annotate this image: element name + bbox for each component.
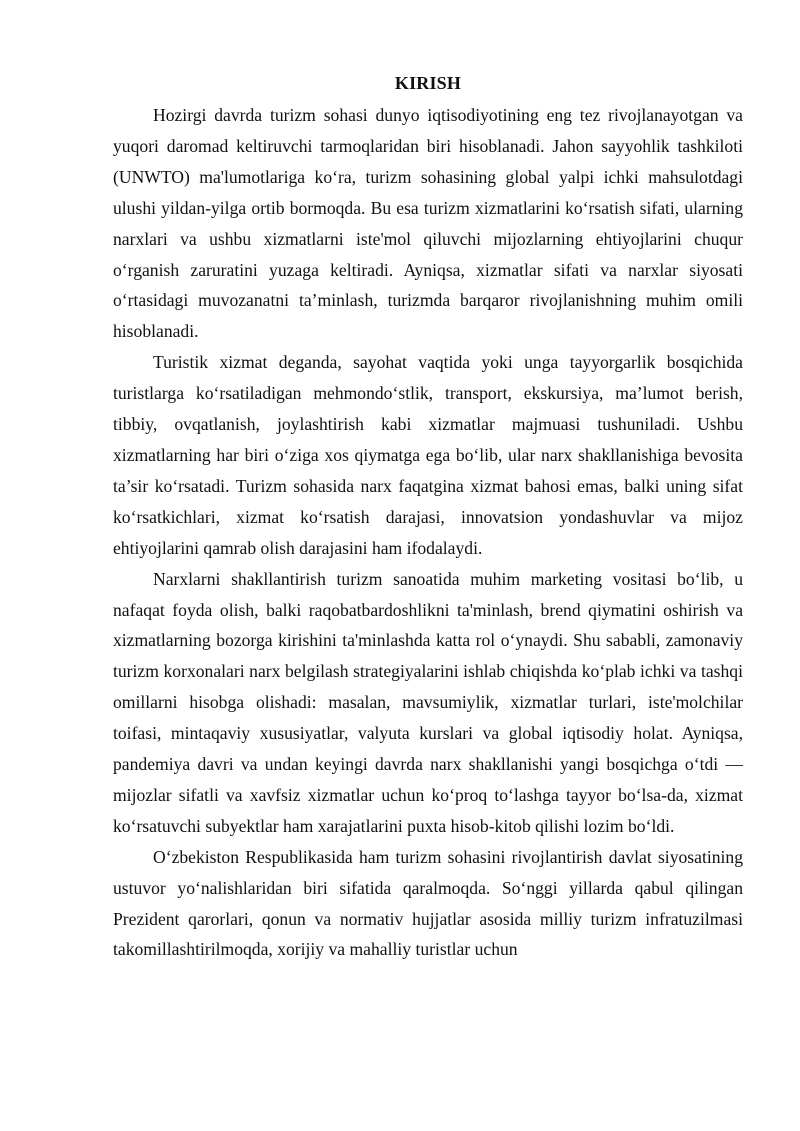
page-title: KIRISH xyxy=(394,73,462,93)
paragraph-1: Hozirgi davrda turizm sohasi dunyo iqtisodiyotining eng tez rivojlanayotgan va yuqori daromad keltiruvchi tarmoqlaridan biri hisoblanadi. Jahon sayyohlik tashkiloti (UNWTO) ma'lumotlariga ko‘ra, turizm sohasining global yalpi ichki mahsulotdagi ulushi yildan-yilga ortib bormoqda. Bu esa turizm xizmatlarini ko‘rsatish sifati, ularning narxlari va ushbu xizmatlarni iste'mol qiluvchi mijozlarning ehtiyojlarini chuqur o‘rganish zaruratini yuzaga keltiradi. Ayniqsa, xizmatlar sifati va narxlar siyosati o‘rtasidagi muvozanatni ta’minlash, turizmda barqaror rivojlanishning muhim omili hisoblanadi. xyxy=(113,105,743,342)
paragraph-3: Narxlarni shakllantirish turizm sanoatida muhim marketing vositasi bo‘lib, u nafaqat foyda olish, balki raqobatbardoshlikni ta'minlash, brend qiymatini oshirish va xizmatlarning bozorga kirishini ta'minlashda katta rol o‘ynaydi. Shu sababli, zamonaviy turizm korxonalari narx belgilash strategiyalarini ishlab chiqishda ko‘plab ichki va tashqi omillarni hisobga olishadi: masalan, mavsumiylik, xizmatlar turlari, iste'molchilar toifasi, mintaqaviy xususiyatlar, valyuta kurslari va global iqtisodiy holat. Ayniqsa, pandemiya davri va undan keyingi davrda narx shakllanishi yangi bosqichga o‘tdi — mijozlar sifatli va xavfsiz xizmatlar uchun ko‘proq to‘lashga tayyor bo‘lsa-da, xizmat ko‘rsatuvchi subyektlar ham xarajatlarini puxta hisob-kitob qilishi lozim bo‘ldi. xyxy=(113,568,743,836)
paragraph-2: Turistik xizmat deganda, sayohat vaqtida yoki unga tayyorgarlik bosqichida turistlarga ko‘rsatiladigan mehmondo‘stlik, transport, ekskursiya, ma’lumot berish, tibbiy, ovqatlanish, joylashtirish kabi xizmatlar majmuasi tushuniladi. Ushbu xizmatlarning har biri o‘ziga xos qiymatga ega bo‘lib, ular narx shakllanishiga bevosita ta’sir ko‘rsatadi. Turizm sohasida narx faqatgina xizmat bahosi emas, balki uning sifat ko‘rsatkichlari, xizmat ko‘rsatish darajasi, innovatsion yondashuvlar va mijoz ehtiyojlarini qamrab olish darajasini ham ifodalaydi. xyxy=(113,352,743,558)
paragraph-4: O‘zbekiston Respublikasida ham turizm sohasini rivojlantirish davlat siyosatining ustuvor yo‘nalishlaridan biri sifatida qaralmoqda. So‘nggi yillarda qabul qilingan Prezident qarorlari, qonun va normativ hujjatlar asosida milliy turizm infratuzilmasi takomillashtirilmoqda, xorijiy va mahalliy turistlar uchun xyxy=(113,846,743,960)
